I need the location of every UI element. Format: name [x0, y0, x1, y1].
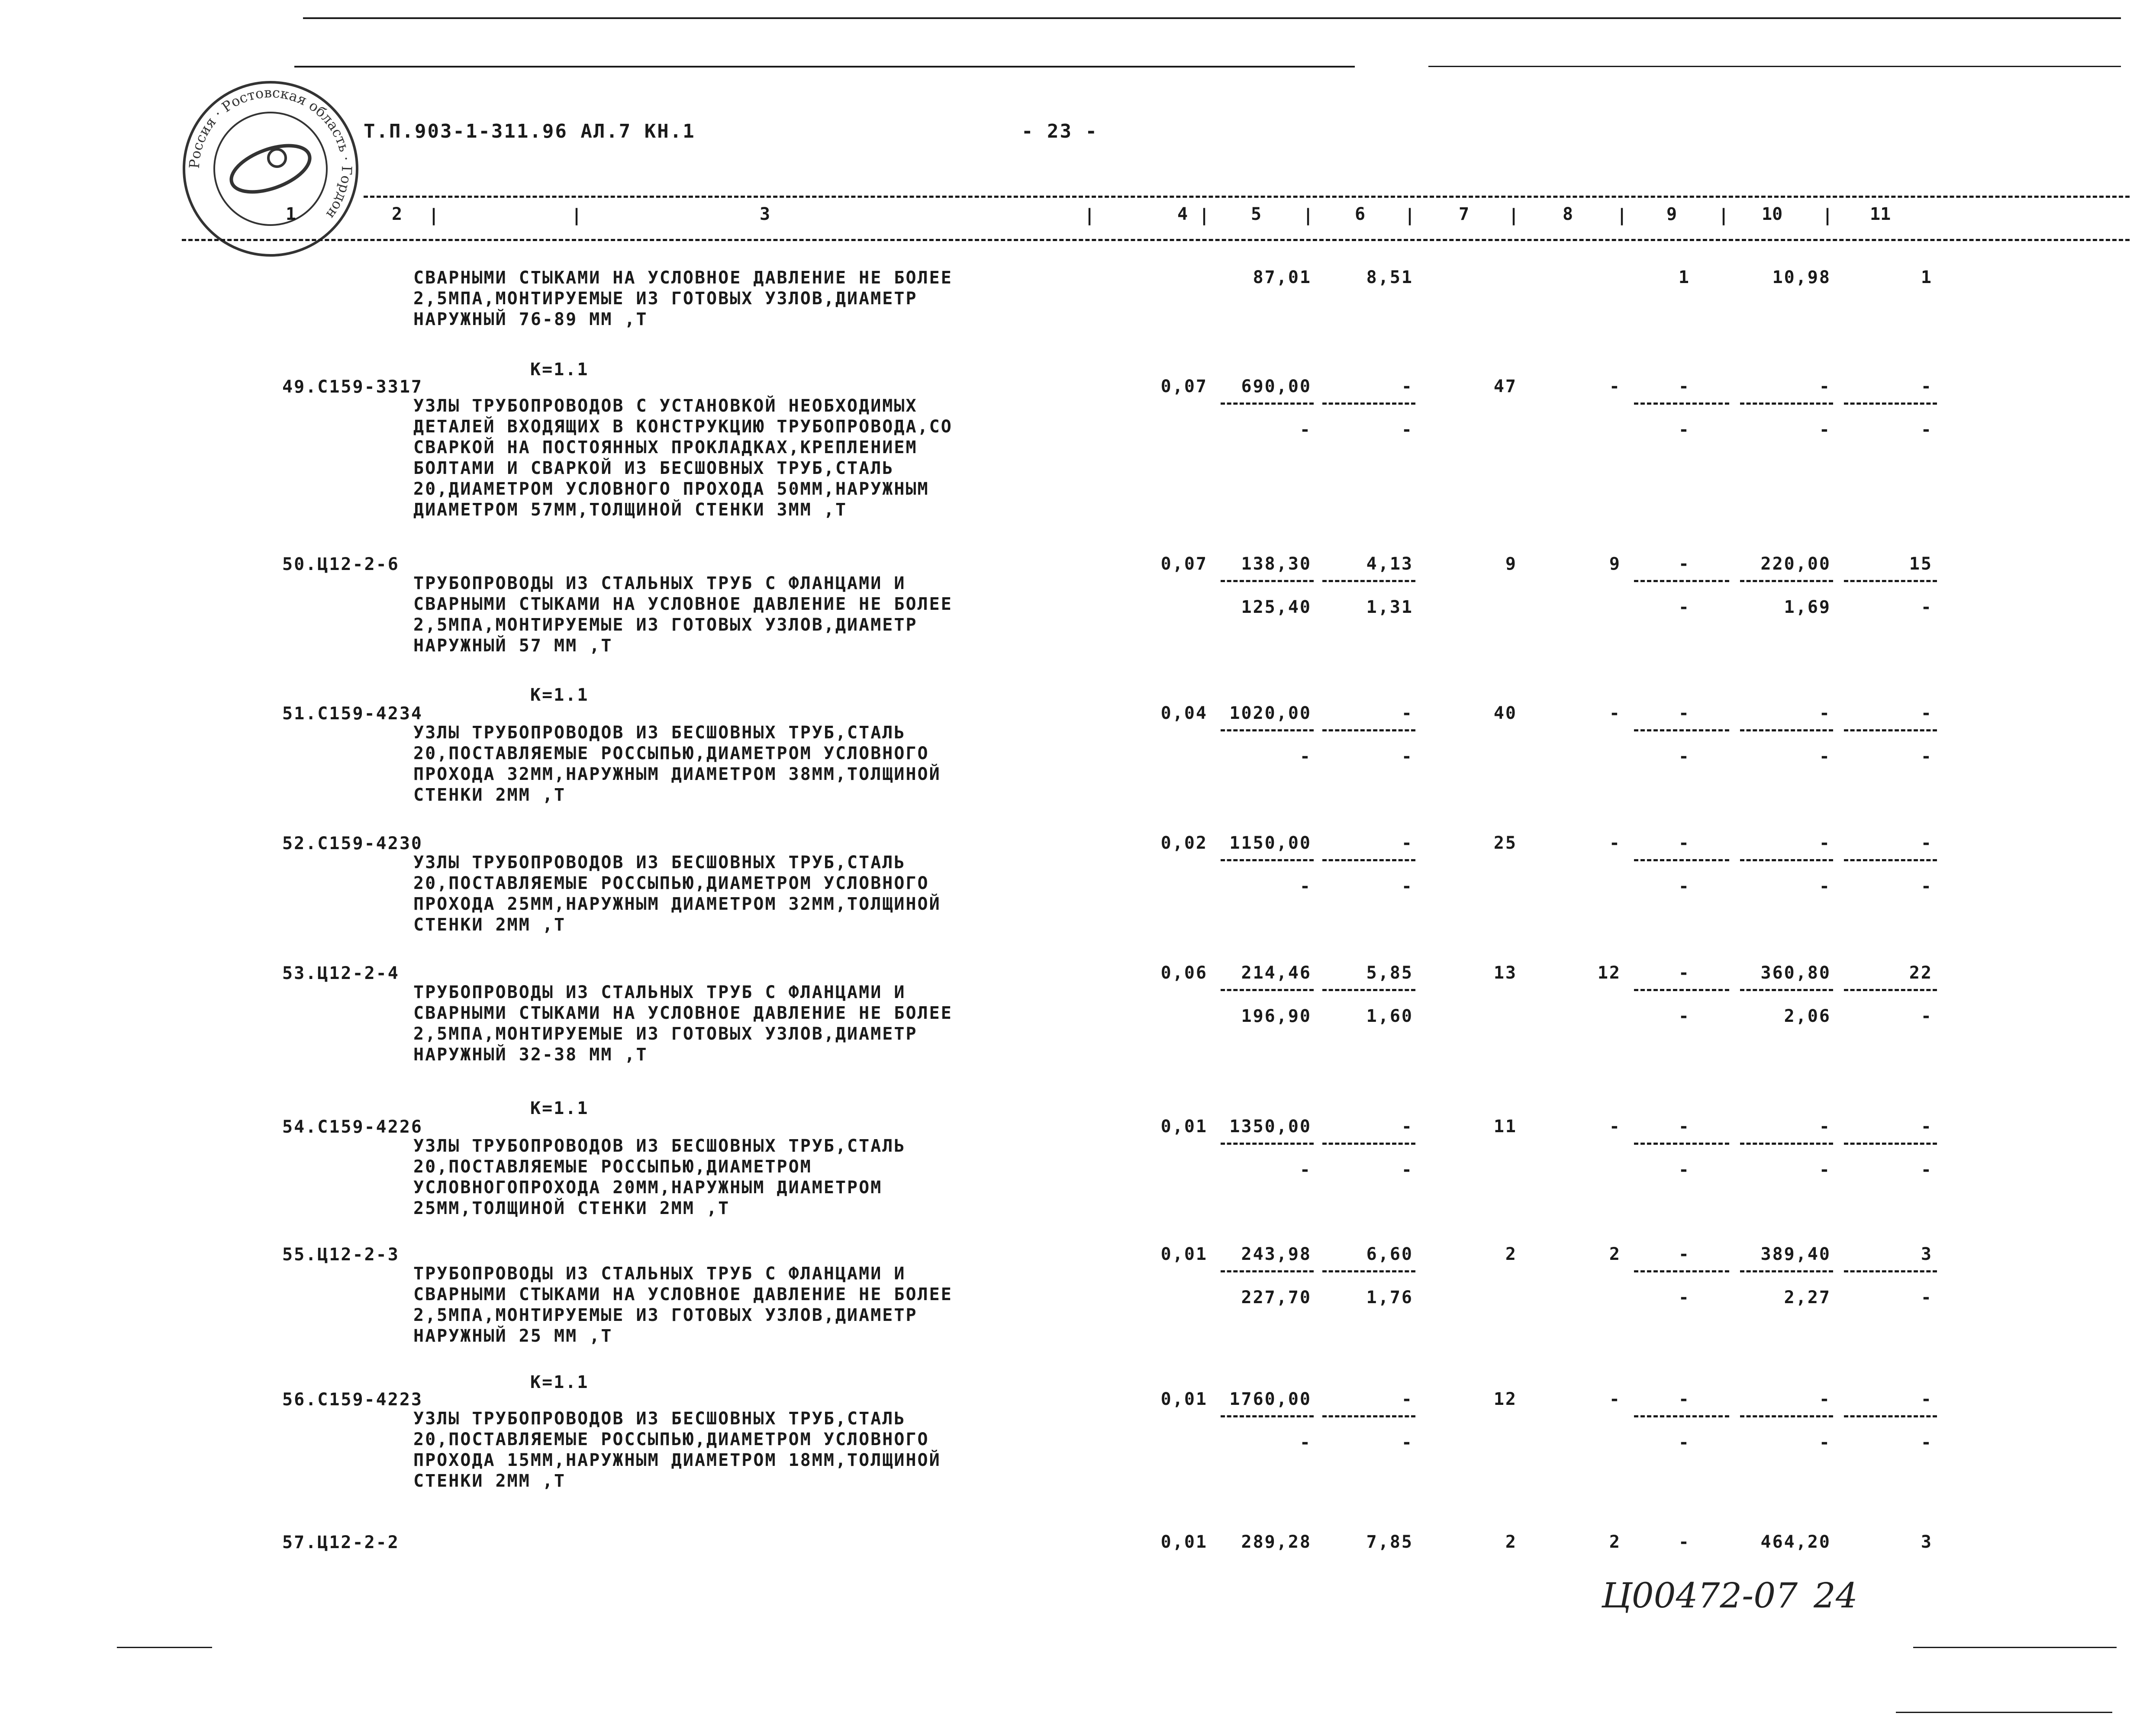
bottom-rule-left	[117, 1647, 212, 1648]
underline-col-11	[1844, 403, 1937, 405]
underline-col-9	[1634, 1270, 1729, 1272]
cell-col-7: 2	[1505, 1532, 1517, 1552]
cell-col-6: 5,85	[1366, 963, 1413, 983]
bottom-rule-right	[1913, 1647, 2117, 1648]
cell-col-6-second-line: 1,60	[1366, 1006, 1413, 1026]
cell-col-7: 25	[1493, 833, 1517, 853]
cell-col-5-second-line: -	[1299, 876, 1312, 896]
cell-col-7: 2	[1505, 1244, 1517, 1264]
underline-col-9	[1634, 403, 1729, 405]
cell-col-6-second-line: -	[1401, 876, 1413, 896]
cell-col-8: 2	[1609, 1532, 1621, 1552]
cell-col-10: -	[1819, 1389, 1831, 1409]
column-separator: |	[1822, 206, 1833, 225]
top-rule-3	[1428, 66, 2121, 67]
position-code: 49.С159-3317	[282, 377, 423, 397]
cell-col-10: 220,00	[1760, 554, 1831, 574]
underline-col-11	[1844, 1270, 1937, 1272]
cell-col-8: -	[1609, 703, 1621, 723]
cell-col-4: 0,06	[1160, 963, 1208, 983]
cell-col-5-second-line: -	[1299, 1433, 1312, 1452]
cell-col-10-second-line: -	[1819, 747, 1831, 766]
position-code: 51.С159-4234	[282, 704, 423, 724]
column-separator: |	[1617, 206, 1627, 225]
sheet-number: 24	[1814, 1575, 1858, 1616]
cell-col-6: 7,85	[1366, 1532, 1413, 1552]
position-code: 57.Ц12-2-2	[282, 1533, 400, 1552]
work-description: ТРУБОПРОВОДЫ ИЗ СТАЛЬНЫХ ТРУБ С ФЛАНЦАМИ И СВАРНЫМИ СТЫКАМИ НА УСЛОВНОЕ ДАВЛЕНИЕ НЕ БОЛЕЕ 2,5МПА,МОНТИРУЕМЫЕ ИЗ ГОТОВЫХ УЗЛОВ,ДИАМЕТР НАРУЖНЫЙ 25 ММ ,Т	[413, 1264, 953, 1346]
cell-col-5-second-line: -	[1299, 420, 1312, 440]
underline-col-11	[1844, 1415, 1937, 1417]
cell-col-11: -	[1921, 703, 1933, 723]
cell-col-5: 214,46	[1241, 963, 1312, 983]
cell-col-5: 243,98	[1241, 1244, 1312, 1264]
cell-col-8: -	[1609, 833, 1621, 853]
cell-col-11: -	[1921, 1389, 1933, 1409]
cell-col-11-second-line: -	[1921, 420, 1933, 440]
sheet-code: Ц00472-07	[1602, 1575, 1798, 1616]
cell-col-6-second-line: -	[1401, 1433, 1413, 1452]
underline-col-11	[1844, 859, 1937, 861]
cell-col-11-second-line: -	[1921, 1006, 1933, 1026]
underline-col-9	[1634, 729, 1729, 731]
cell-col-4: 0,01	[1160, 1532, 1208, 1552]
underline-col-5	[1221, 729, 1314, 731]
underline-col-5	[1221, 580, 1314, 582]
work-description: УЗЛЫ ТРУБОПРОВОДОВ ИЗ БЕСШОВНЫХ ТРУБ,СТАЛЬ 20,ПОСТАВЛЯЕМЫЕ РОССЫПЬЮ,ДИАМЕТРОМ УСЛОВНОГОПРОХОДА 20ММ,НАРУЖНЫМ ДИАМЕТРОМ 25ММ,ТОЛЩИНОЙ СТЕНКИ 2ММ ,Т	[413, 1136, 906, 1218]
underline-col-10	[1740, 1143, 1833, 1145]
cell-col-9: -	[1678, 703, 1690, 723]
column-separator: |	[1084, 206, 1095, 225]
cell-col-10: 360,80	[1760, 963, 1831, 983]
column-number-9: 9	[1666, 204, 1677, 224]
underline-col-5	[1221, 1415, 1314, 1417]
doc-reference: Т.П.903-1-311.96 АЛ.7 КН.1	[364, 120, 696, 142]
cell-col-6: -	[1401, 377, 1413, 396]
cell-col-11-second-line: -	[1921, 876, 1933, 896]
cell-col-10-second-line: -	[1819, 876, 1831, 896]
cell-col-7: 47	[1493, 377, 1517, 396]
cell-col-5: 87,01	[1253, 267, 1312, 287]
cell-col-9-second-line: -	[1678, 1288, 1690, 1307]
cell-col-8: -	[1609, 1117, 1621, 1137]
cell-col-8: -	[1609, 377, 1621, 396]
cell-col-6: 4,13	[1366, 554, 1413, 574]
cell-col-7: 9	[1505, 554, 1517, 574]
cell-col-5: 289,28	[1241, 1532, 1312, 1552]
column-number-11: 11	[1870, 204, 1891, 224]
svg-text:Россия · Ростовская область ·: Россия · Ростовская область · Гордон	[186, 84, 355, 222]
column-number-2: 2	[392, 204, 403, 224]
underline-col-10	[1740, 1415, 1833, 1417]
cell-col-6-second-line: -	[1401, 1160, 1413, 1180]
underline-col-5	[1221, 859, 1314, 861]
cell-col-11: 3	[1921, 1532, 1933, 1552]
column-number-6: 6	[1355, 204, 1366, 224]
work-description: УЗЛЫ ТРУБОПРОВОДОВ ИЗ БЕСШОВНЫХ ТРУБ,СТАЛЬ 20,ПОСТАВЛЯЕМЫЕ РОССЫПЬЮ,ДИАМЕТРОМ УСЛОВНОГО ПРОХОДА 32ММ,НАРУЖНЫМ ДИАМЕТРОМ 38ММ,ТОЛЩИНОЙ СТЕНКИ 2ММ ,Т	[413, 723, 941, 805]
column-separator: |	[1405, 206, 1415, 225]
top-rule-2	[294, 66, 1355, 68]
underline-col-9	[1634, 580, 1729, 582]
underline-col-10	[1740, 1270, 1833, 1272]
work-description: УЗЛЫ ТРУБОПРОВОДОВ ИЗ БЕСШОВНЫХ ТРУБ,СТАЛЬ 20,ПОСТАВЛЯЕМЫЕ РОССЫПЬЮ,ДИАМЕТРОМ УСЛОВНОГО ПРОХОДА 25ММ,НАРУЖНЫМ ДИАМЕТРОМ 32ММ,ТОЛЩИНОЙ СТЕНКИ 2ММ ,Т	[413, 853, 941, 935]
table-header-top-rule	[364, 196, 2130, 198]
cell-col-6: 8,51	[1366, 267, 1413, 287]
underline-col-6	[1322, 1143, 1415, 1145]
cell-col-8: 9	[1609, 554, 1621, 574]
underline-col-10	[1740, 403, 1833, 405]
cell-col-11: 1	[1921, 267, 1933, 287]
cell-col-5: 1020,00	[1229, 703, 1312, 723]
underline-col-10	[1740, 859, 1833, 861]
cell-col-10-second-line: 1,69	[1784, 597, 1831, 617]
cell-col-9: -	[1678, 1244, 1690, 1264]
cell-col-7: 40	[1493, 703, 1517, 723]
underline-col-5	[1221, 1270, 1314, 1272]
cell-col-8: 12	[1597, 963, 1621, 983]
column-separator: |	[571, 206, 582, 225]
work-description: ТРУБОПРОВОДЫ ИЗ СТАЛЬНЫХ ТРУБ С ФЛАНЦАМИ И СВАРНЫМИ СТЫКАМИ НА УСЛОВНОЕ ДАВЛЕНИЕ НЕ БОЛЕЕ 2,5МПА,МОНТИРУЕМЫЕ ИЗ ГОТОВЫХ УЗЛОВ,ДИАМЕТР НАРУЖНЫЙ 57 ММ ,Т	[413, 573, 953, 656]
cell-col-5: 690,00	[1241, 377, 1312, 396]
cell-col-8: -	[1609, 1389, 1621, 1409]
column-separator: |	[429, 206, 439, 225]
work-description: СВАРНЫМИ СТЫКАМИ НА УСЛОВНОЕ ДАВЛЕНИЕ НЕ БОЛЕЕ 2,5МПА,МОНТИРУЕМЫЕ ИЗ ГОТОВЫХ УЗЛОВ,ДИАМЕТР НАРУЖНЫЙ 76-89 ММ ,Т	[413, 268, 953, 329]
cell-col-10-second-line: -	[1819, 1160, 1831, 1180]
underline-col-11	[1844, 580, 1937, 582]
cell-col-10-second-line: 2,06	[1784, 1006, 1831, 1026]
cell-col-5-second-line: -	[1299, 1160, 1312, 1180]
top-rule	[303, 17, 2121, 19]
round-stamp	[180, 78, 361, 260]
cell-col-6-second-line: -	[1401, 420, 1413, 440]
cell-col-5-second-line: -	[1299, 747, 1312, 766]
column-number-4: 4	[1177, 204, 1188, 224]
underline-col-5	[1221, 989, 1314, 991]
cell-col-10: -	[1819, 377, 1831, 396]
cell-col-11-second-line: -	[1921, 597, 1933, 617]
cell-col-7: 11	[1493, 1117, 1517, 1137]
underline-col-6	[1322, 989, 1415, 991]
underline-col-11	[1844, 989, 1937, 991]
column-number-5: 5	[1251, 204, 1262, 224]
cell-col-11: -	[1921, 377, 1933, 396]
underline-col-11	[1844, 729, 1937, 731]
underline-col-9	[1634, 1415, 1729, 1417]
cell-col-11-second-line: -	[1921, 1160, 1933, 1180]
column-number-8: 8	[1563, 204, 1573, 224]
position-code: 56.С159-4223	[282, 1390, 423, 1410]
underline-col-5	[1221, 403, 1314, 405]
cell-col-4: 0,07	[1160, 554, 1208, 574]
underline-col-9	[1634, 859, 1729, 861]
cell-col-6: -	[1401, 1117, 1413, 1137]
cell-col-9-second-line: -	[1678, 597, 1690, 617]
cell-col-5: 1760,00	[1229, 1389, 1312, 1409]
cell-col-9-second-line: -	[1678, 1433, 1690, 1452]
underline-col-10	[1740, 580, 1833, 582]
column-number-3: 3	[760, 204, 770, 224]
work-description: УЗЛЫ ТРУБОПРОВОДОВ С УСТАНОВКОЙ НЕОБХОДИМЫХ ДЕТАЛЕЙ ВХОДЯЩИХ В КОНСТРУКЦИЮ ТРУБОПРОВОДА,СО СВАРКОЙ НА ПОСТОЯННЫХ ПРОКЛАДКАХ,КРЕПЛЕНИЕМ БОЛТАМИ И СВАРКОЙ ИЗ БЕСШОВНЫХ ТРУБ,СТАЛЬ 20,ДИАМЕТРОМ УСЛОВНОГО ПРОХОДА 50ММ,НАРУЖНЫМ ДИАМЕТРОМ 57ММ,ТОЛЩИНОЙ СТЕНКИ 3ММ ,Т	[413, 396, 953, 520]
cell-col-11-second-line: -	[1921, 1433, 1933, 1452]
cell-col-4: 0,01	[1160, 1244, 1208, 1264]
column-separator: |	[1303, 206, 1314, 225]
cell-col-9: -	[1678, 963, 1690, 983]
underline-col-9	[1634, 989, 1729, 991]
column-separator: |	[1508, 206, 1519, 225]
cell-col-4: 0,07	[1160, 377, 1208, 396]
position-code: 50.Ц12-2-6	[282, 554, 400, 574]
cell-col-8: 2	[1609, 1244, 1621, 1264]
cell-col-4: 0,01	[1160, 1117, 1208, 1137]
underline-col-10	[1740, 989, 1833, 991]
underline-col-9	[1634, 1143, 1729, 1145]
cell-col-6-second-line: 1,31	[1366, 597, 1413, 617]
cell-col-9: -	[1678, 1117, 1690, 1137]
cell-col-6-second-line: -	[1401, 747, 1413, 766]
cell-col-9: -	[1678, 554, 1690, 574]
cell-col-5: 1350,00	[1229, 1117, 1312, 1137]
cell-col-9: -	[1678, 1532, 1690, 1552]
cell-col-6-second-line: 1,76	[1366, 1288, 1413, 1307]
cell-col-10-second-line: -	[1819, 1433, 1831, 1452]
underline-col-6	[1322, 729, 1415, 731]
bottom-rule-right-2	[1896, 1712, 2112, 1713]
cell-col-9-second-line: -	[1678, 747, 1690, 766]
coefficient-label: К=1.1	[530, 685, 589, 705]
cell-col-10: 389,40	[1760, 1244, 1831, 1264]
underline-col-6	[1322, 403, 1415, 405]
cell-col-6: 6,60	[1366, 1244, 1413, 1264]
cell-col-11: -	[1921, 1117, 1933, 1137]
cell-col-11: -	[1921, 833, 1933, 853]
cell-col-9: -	[1678, 377, 1690, 396]
position-code: 53.Ц12-2-4	[282, 963, 400, 983]
column-separator: |	[1718, 206, 1729, 225]
cell-col-6: -	[1401, 1389, 1413, 1409]
column-separator: |	[1199, 206, 1210, 225]
column-number-1: 1	[286, 204, 296, 224]
cell-col-6: -	[1401, 833, 1413, 853]
underline-col-5	[1221, 1143, 1314, 1145]
cell-col-11-second-line: -	[1921, 1288, 1933, 1307]
cell-col-5-second-line: 125,40	[1241, 597, 1312, 617]
coefficient-label: К=1.1	[530, 360, 589, 380]
cell-col-11: 15	[1909, 554, 1933, 574]
position-code: 55.Ц12-2-3	[282, 1245, 400, 1265]
cell-col-11: 3	[1921, 1244, 1933, 1264]
column-number-7: 7	[1459, 204, 1470, 224]
cell-col-5-second-line: 196,90	[1241, 1006, 1312, 1026]
work-description: ТРУБОПРОВОДЫ ИЗ СТАЛЬНЫХ ТРУБ С ФЛАНЦАМИ И СВАРНЫМИ СТЫКАМИ НА УСЛОВНОЕ ДАВЛЕНИЕ НЕ БОЛЕЕ 2,5МПА,МОНТИРУЕМЫЕ ИЗ ГОТОВЫХ УЗЛОВ,ДИАМЕТР НАРУЖНЫЙ 32-38 ММ ,Т	[413, 982, 953, 1065]
cell-col-11: 22	[1909, 963, 1933, 983]
cell-col-4: 0,01	[1160, 1389, 1208, 1409]
column-number-10: 10	[1762, 204, 1783, 224]
cell-col-10-second-line: -	[1819, 420, 1831, 440]
underline-col-6	[1322, 1415, 1415, 1417]
underline-col-6	[1322, 1270, 1415, 1272]
cell-col-4: 0,04	[1160, 703, 1208, 723]
cell-col-4: 0,02	[1160, 833, 1208, 853]
cell-col-10: 464,20	[1760, 1532, 1831, 1552]
cell-col-10-second-line: 2,27	[1784, 1288, 1831, 1307]
coefficient-label: К=1.1	[530, 1098, 589, 1118]
underline-col-6	[1322, 859, 1415, 861]
cell-col-5-second-line: 227,70	[1241, 1288, 1312, 1307]
underline-col-10	[1740, 729, 1833, 731]
cell-col-5: 138,30	[1241, 554, 1312, 574]
cell-col-9-second-line: -	[1678, 876, 1690, 896]
cell-col-7: 12	[1493, 1389, 1517, 1409]
page-number: - 23 -	[1022, 120, 1098, 142]
underline-col-11	[1844, 1143, 1937, 1145]
work-description: УЗЛЫ ТРУБОПРОВОДОВ ИЗ БЕСШОВНЫХ ТРУБ,СТАЛЬ 20,ПОСТАВЛЯЕМЫЕ РОССЫПЬЮ,ДИАМЕТРОМ УСЛОВНОГО ПРОХОДА 15ММ,НАРУЖНЫМ ДИАМЕТРОМ 18ММ,ТОЛЩИНОЙ СТЕНКИ 2ММ ,Т	[413, 1409, 941, 1491]
cell-col-11-second-line: -	[1921, 747, 1933, 766]
position-code: 54.С159-4226	[282, 1117, 423, 1137]
cell-col-7: 13	[1493, 963, 1517, 983]
cell-col-9: 1	[1678, 267, 1690, 287]
cell-col-6: -	[1401, 703, 1413, 723]
cell-col-5: 1150,00	[1229, 833, 1312, 853]
cell-col-10: -	[1819, 833, 1831, 853]
underline-col-6	[1322, 580, 1415, 582]
cell-col-9-second-line: -	[1678, 1006, 1690, 1026]
cell-col-10: -	[1819, 1117, 1831, 1137]
cell-col-9: -	[1678, 1389, 1690, 1409]
table-header-bottom-rule	[182, 239, 2130, 241]
cell-col-9: -	[1678, 833, 1690, 853]
cell-col-10: -	[1819, 703, 1831, 723]
position-code: 52.С159-4230	[282, 834, 423, 853]
cell-col-9-second-line: -	[1678, 420, 1690, 440]
cell-col-9-second-line: -	[1678, 1160, 1690, 1180]
coefficient-label: К=1.1	[530, 1372, 589, 1392]
cell-col-10: 10,98	[1772, 267, 1831, 287]
